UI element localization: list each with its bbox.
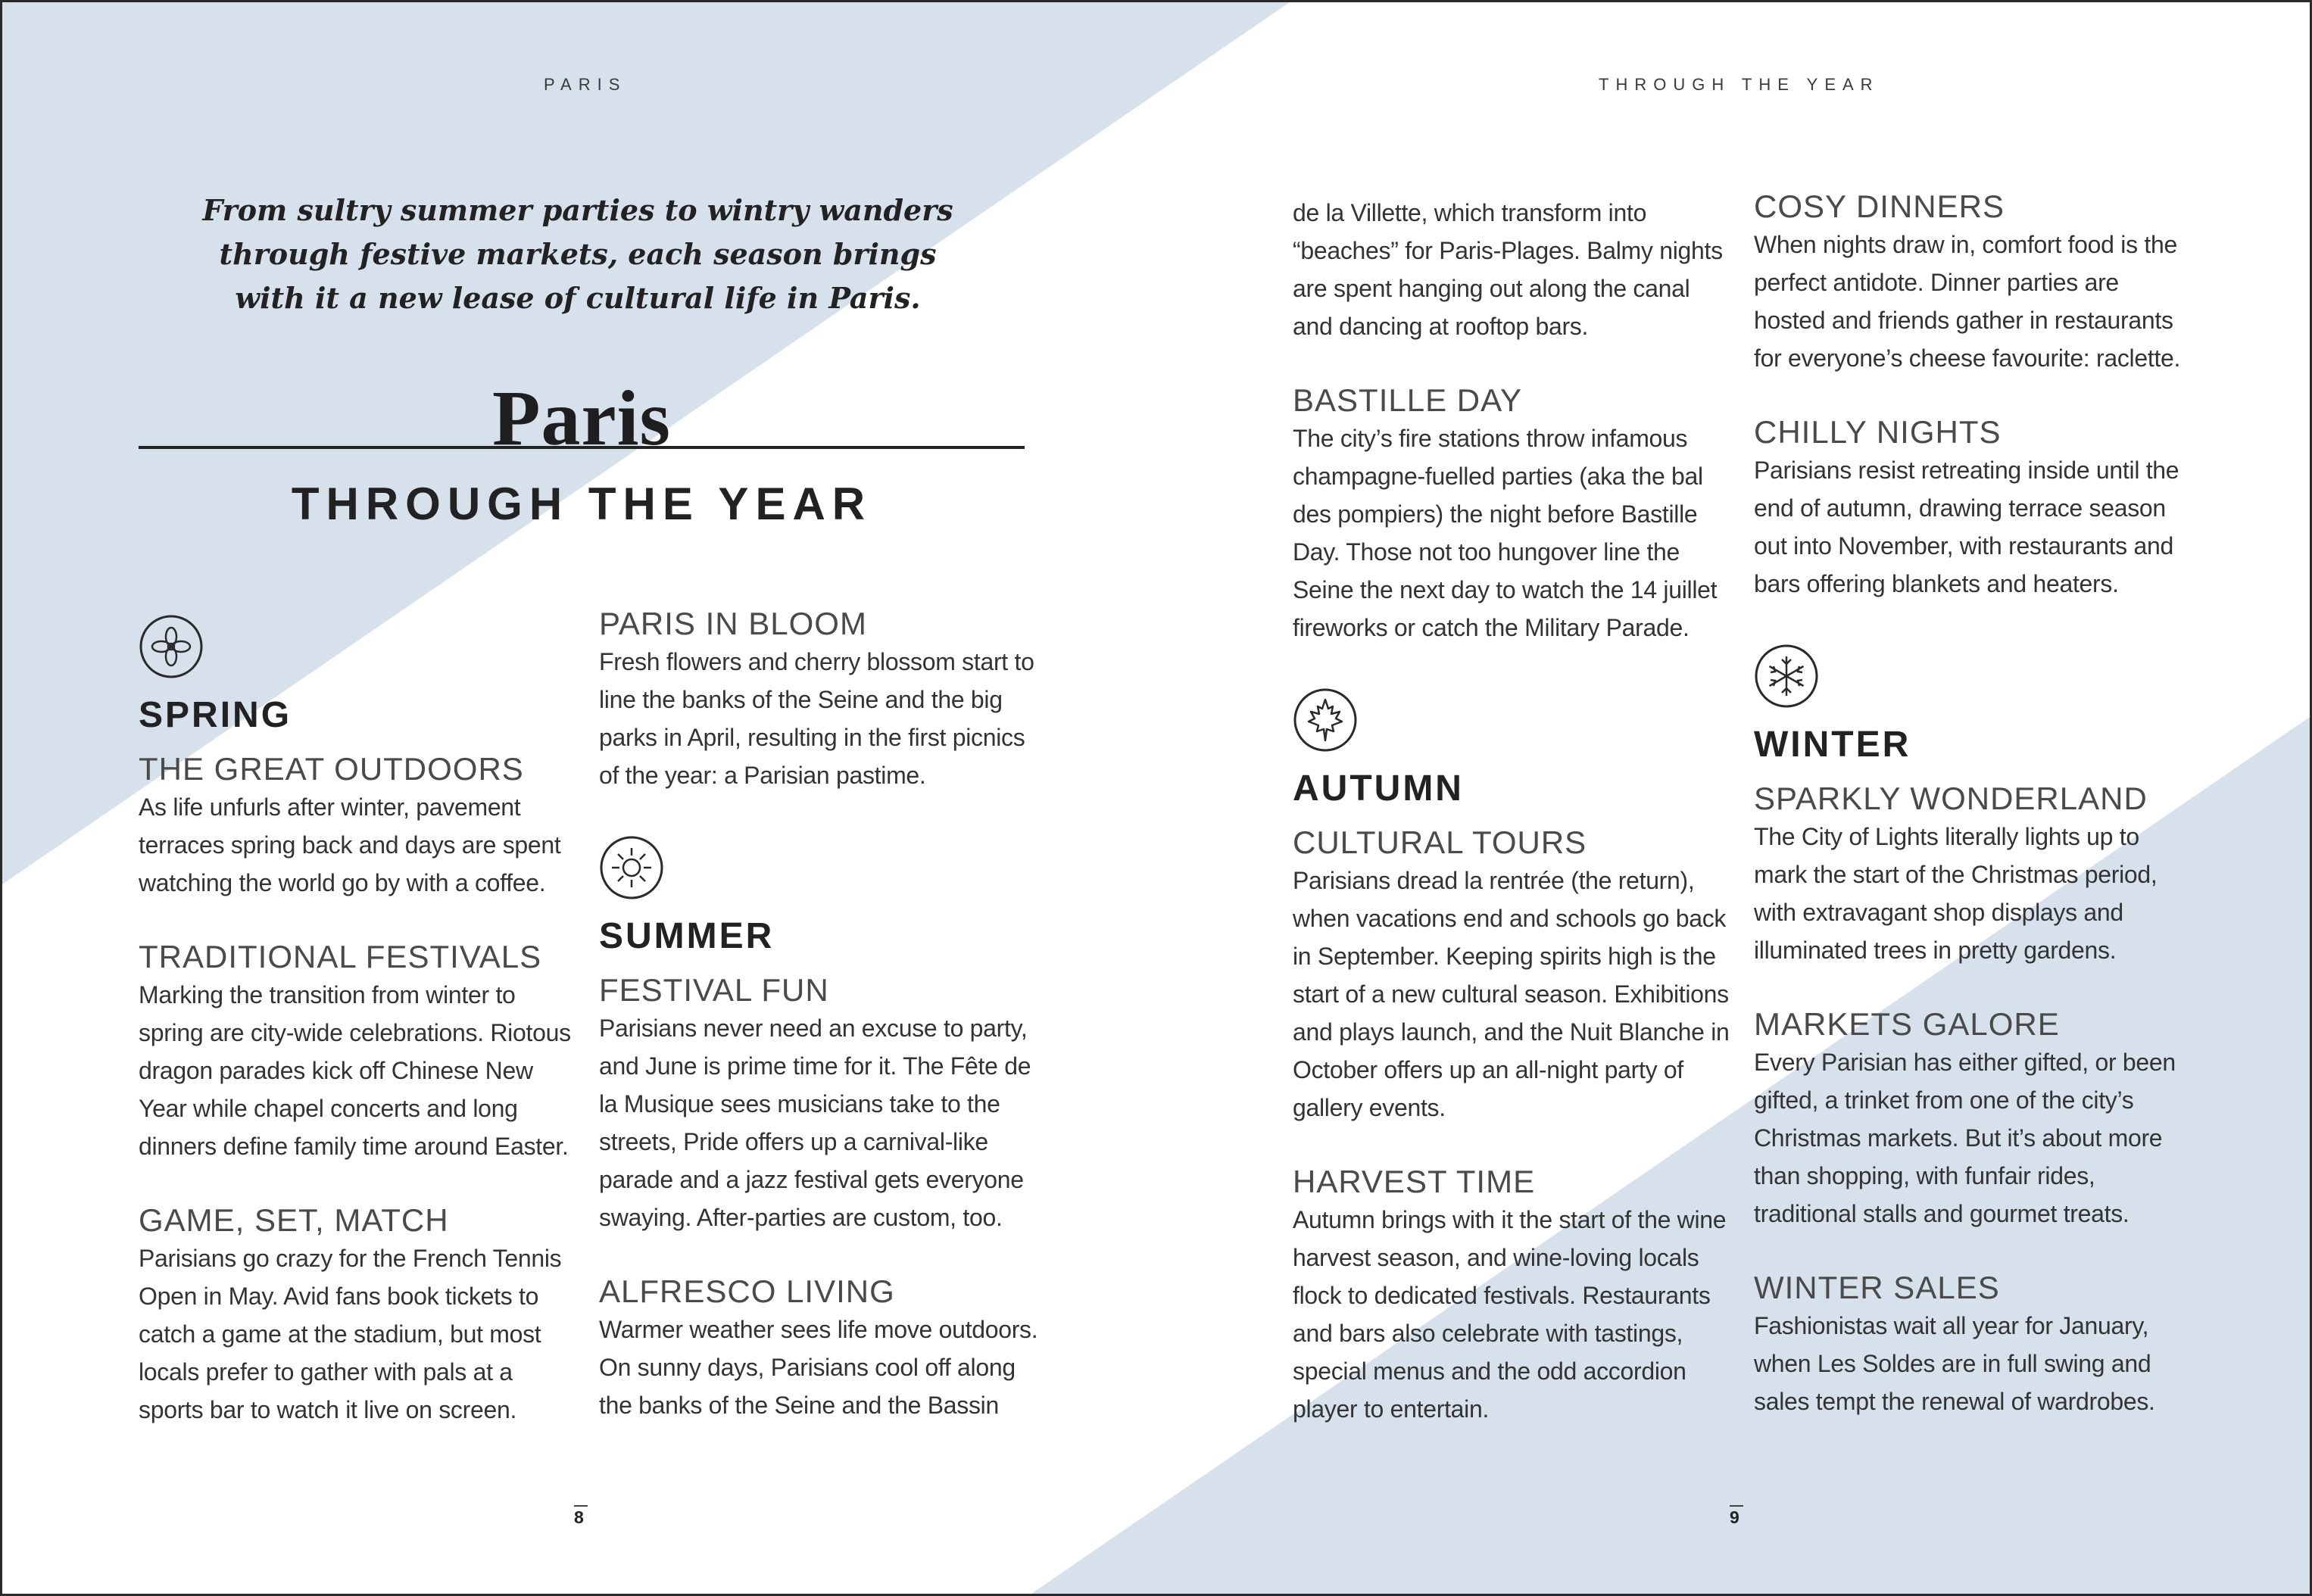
left-running-head: PARIS — [544, 75, 627, 94]
entry-text: Every Parisian has either gifted, or been gifted, a trinket from one of the city’s Christmas markets. But it’s about more than shopping, with funfair rides, traditional stalls and gourmet treats. — [1754, 1049, 2176, 1227]
entry-text: Marking the transition from winter to spring are city-wide celebrations. Riotous dragon parades kick off Chinese New Year while chapel concerts and long dinners define family time around Easter. — [139, 981, 571, 1160]
entry-text: Parisians resist retreating inside until the end of autumn, drawing terrace season out into November, with restaurants and bars offering blankets and heaters. — [1754, 457, 2179, 597]
winter-column — [1754, 188, 2193, 1420]
entry-heading: GAME, SET, MATCH — [139, 1202, 449, 1238]
entry-heading: THE GREAT OUTDOORS — [139, 751, 524, 787]
entry-text: Parisians go crazy for the French Tennis Open in May. Avid fans book tickets to catch a game at the stadium, but most locals prefer to gather with pals at a sports bar to watch it live on screen. — [139, 1245, 562, 1423]
entry-heading: FESTIVAL FUN — [599, 972, 829, 1008]
maple-leaf-icon — [1293, 687, 1358, 753]
entry-text: Fashionistas wait all year for January, when Les Soldes are in full swing and sales tempt the renewal of wardrobes. — [1754, 1312, 2155, 1415]
entry-text: Warmer weather sees life move outdoors. On sunny days, Parisians cool off along the banks of the Seine and the Bassin — [599, 1316, 1038, 1419]
entry-text: Parisians dread la rentrée (the return), when vacations end and schools go back in September. Keeping spirits high is the start of a new cultural season. Exhibitions and plays launch, and the Nuit Blanche in October offers up an all-night party of gallery events. — [1293, 867, 1730, 1121]
spring-column — [139, 614, 578, 1429]
book-spread: PARIS From sultry summer parties to wintry wanders through festive markets, each season brings with it a new lease of cultural life in Paris. Paris THROUGH THE YEAR SPRING THE GREAT OUTDOORS As life unfurls after winter, pavement terraces spring back and days are spent watching the world go by with a coffee. TRADITIONAL FESTIVALS Marking the transition from winter to spring are city-wide celebrations. Riotous dragon parades kick off Chinese New Year while chapel concerts and long dinners define family time around Easter. GAME, SET, MATCH Parisians go crazy for the French Tennis Open in May. Avid fans book tickets to catch a game at the stadium, but most locals prefer to gather with pals at a sports bar to watch it live on screen. PARIS IN BLOOM Fresh flowers and cherry blossom start to line the banks of the Seine and the big parks in April, resulting in the first picnics of the year: a Parisian pastime. SUMMER FESTIVAL FUN Parisians never need an excuse to party, and June is prime time for it. The Fête de la Musique sees musicians take to the streets, Pride offers up a carnival-like parade and a jazz festival gets everyone swaying. After-parties are custom, too. ALFRESCO LIVING Warmer weather sees life move outdoors. On sunny days, Parisians cool off along the banks of the Seine and the Bassin 8 THROUGH THE YEAR de la Villette, which transform into “beaches” for Paris-Plages. Balmy nights are spent hanging out along the canal and dancing at rooftop bars. BASTILLE DAY The city’s fire stations throw infamous champagne-fuelled parties (aka the bal des pompiers) the night before Bastille Day. Those not too hungover line the Seine the next day to watch the 14 juillet fireworks or catch the Military Parade. AUTUMN CULTURAL TOURS Parisians dread la rentrée (the return), when vacations end and schools go back in September. Keeping spirits high is the start of a new cultural season. Exhibitions and plays launch, and the Nuit Blanche in October offers up an all-night party of gallery events. HARVEST TIME Autumn brings with it the start of the wine harvest season, and wine-loving locals flock to dedicated festivals. Restaurants and bars also celebrate with tastings, special menus and the odd accordion player to entertain. COSY DINNERS When nights draw in, comfort food is the perfect antidote. Dinner parties are hosted and friends gather in restaurants for everyone’s cheese favourite: raclette. CHILLY NIGHTS Parisians resist retreating inside until the end of autumn, drawing terrace season out into November, with restaurants and bars offering blankets and heaters. WINTER SPARKLY WONDERLAND The City of Lights literally lights up to mark the start of the Christmas period, with extravagant shop displays and illuminated trees in pretty gardens. MARKETS GALORE Every Parisian has either gifted, or been gifted, a trinket from one of the city’s Christmas markets. But it’s about more than shopping, with funfair rides, traditional stalls and gourmet treats. WINTER SALES Fashionistas wait all year for January, when Les Soldes are in full swing and sales tempt the renewal of wardrobes. — [0, 0, 2312, 1596]
continued-text: de la Villette, which transform into “beaches” for Paris-Plages. Balmy nights are spent hanging out along the canal and dancing at rooftop bars. — [1293, 199, 1723, 340]
entry-text: The city’s fire stations throw infamous champagne-fuelled parties (aka the bal des pompiers) the night before Bastille Day. Those not too hungover line the Seine the next day to watch the 14 juillet fireworks or catch the Military Parade. — [1293, 425, 1718, 641]
flower-icon — [139, 614, 204, 679]
entry-heading: TRADITIONAL FESTIVALS — [139, 939, 542, 974]
entry-heading: WINTER SALES — [1754, 1270, 2000, 1305]
entry-heading: MARKETS GALORE — [1754, 1006, 2060, 1042]
entry-text: As life unfurls after winter, pavement terraces spring back and days are spent watching the world go by with a coffee. — [139, 793, 561, 896]
entry-text: Fresh flowers and cherry blossom start to line the banks of the Seine and the big parks in April, resulting in the first picnics of the year: a Parisian pastime. — [599, 648, 1034, 789]
autumn-column — [1293, 194, 1732, 1428]
snowflake-icon — [1754, 644, 1819, 709]
entry-heading: ALFRESCO LIVING — [599, 1273, 895, 1309]
entry-heading: PARIS IN BLOOM — [599, 606, 867, 641]
entry-text: The City of Lights literally lights up to mark the start of the Christmas period, with extravagant shop displays and illuminated trees in pretty gardens. — [1754, 823, 2158, 964]
page-subtitle: THROUGH THE YEAR — [291, 478, 872, 529]
entry-heading: CULTURAL TOURS — [1293, 824, 1587, 860]
right-running-head: THROUGH THE YEAR — [1599, 75, 1880, 94]
standfirst: From sultry summer parties to wintry wanders through festive markets, each season brings with it a new lease of cultural life in Paris. — [202, 193, 953, 315]
entry-heading: BASTILLE DAY — [1293, 382, 1523, 418]
season-heading-autumn: AUTUMN — [1293, 768, 1464, 809]
summer-column — [599, 605, 1038, 1424]
season-heading-spring: SPRING — [139, 695, 292, 735]
sun-icon — [599, 835, 664, 900]
entry-text: Parisians never need an excuse to party, and June is prime time for it. The Fête de la Musique sees musicians take to the streets, Pride offers up a carnival-like parade and a jazz festival gets everyone swaying. After-parties are custom, too. — [599, 1015, 1031, 1231]
entry-heading: COSY DINNERS — [1754, 189, 2005, 224]
entry-text: When nights draw in, comfort food is the perfect antidote. Dinner parties are hosted and friends gather in restaurants for everyone’s cheese favourite: raclette. — [1754, 231, 2181, 372]
entry-heading: HARVEST TIME — [1293, 1164, 1536, 1199]
season-heading-winter: WINTER — [1754, 725, 1911, 765]
entry-text: Autumn brings with it the start of the wine harvest season, and wine-loving locals flock to dedicated festivals. Restaurants and bars also celebrate with tastings, special menus and the odd accordion player to entertain. — [1293, 1206, 1727, 1423]
entry-heading: CHILLY NIGHTS — [1754, 414, 2002, 450]
season-heading-summer: SUMMER — [599, 916, 775, 956]
entry-heading: SPARKLY WONDERLAND — [1754, 781, 2148, 816]
page-title: Paris — [491, 375, 672, 462]
